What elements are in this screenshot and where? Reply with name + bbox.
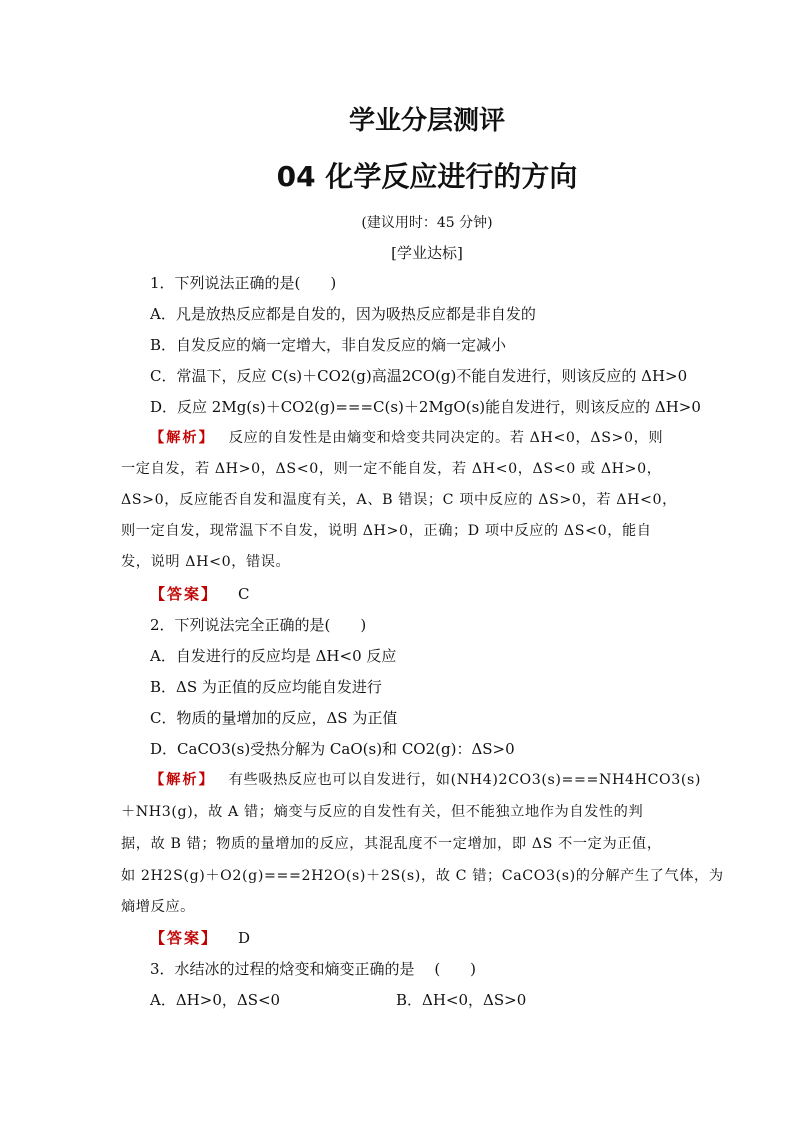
question-1-analysis-line: 【解析】 反应的自发性是由熵变和焓变共同决定的。若 ΔH<0，ΔS>0，则 [150, 430, 664, 446]
question-3-option-b: B．ΔH<0，ΔS>0 [396, 991, 527, 1009]
question-2-analysis-line: ＋NH3(g)，故 A 错；熵变与反应的自发性有关，但不能独立地作为自发性的判 [121, 804, 644, 820]
section-heading: [学业达标] [391, 244, 463, 262]
question-1-answer: 【答案】 C [150, 585, 250, 603]
question-2-analysis-line: 【解析】 有些吸热反应也可以自发进行，如(NH4)2CO3(s)===NH4HCO3(s) [150, 772, 702, 788]
page-subtitle: 04 化学反应进行的方向 [276, 160, 578, 193]
answer-label: 【答案】 [150, 585, 219, 603]
question-1-analysis-line: 一定自发，若 ΔH>0，ΔS<0，则一定不能自发，若 ΔH<0，ΔS<0 或 ΔH>0， [121, 461, 662, 477]
page-title: 学业分层测评 [348, 106, 505, 136]
question-2-analysis-line: 如 2H2S(g)＋O2(g)===2H2O(s)＋2S(s)，故 C 错；CaCO3(s)的分解产生了气体，为 [121, 868, 724, 884]
question-1-stem: 1．下列说法正确的是( ) [150, 274, 337, 292]
question-2-stem: 2．下列说法完全正确的是( ) [150, 616, 367, 634]
question-2-option-c: C．物质的量增加的反应，ΔS 为正值 [150, 709, 398, 727]
question-2-analysis-line: 据，故 B 错；物质的量增加的反应，其混乱度不一定增加，即 ΔS 不一定为正值， [121, 836, 662, 852]
question-1-option-d: D．反应 2Mg(s)＋CO2(g)===C(s)＋2MgO(s)能自发进行，则该反应的 ΔH>0 [150, 398, 701, 416]
time-note: (建议用时：45 分钟) [361, 215, 493, 231]
question-2-option-b: B．ΔS 为正值的反应均能自发进行 [150, 678, 382, 696]
question-3-option-a: A．ΔH>0，ΔS<0 [150, 991, 281, 1009]
analysis-label: 【解析】 [150, 772, 215, 788]
question-2-analysis-line: 熵增反应。 [121, 899, 195, 915]
question-1-option-a: A．凡是放热反应都是自发的，因为吸热反应都是非自发的 [150, 305, 536, 323]
question-1-analysis-line: ΔS>0，反应能否自发和温度有关，A、B 错误；C 项中反应的 ΔS>0，若 ΔH<0， [121, 492, 677, 508]
question-1-option-c: C．常温下，反应 C(s)＋CO2(g)高温2CO(g)不能自发进行，则该反应的 ΔH>0 [150, 367, 688, 385]
question-1-option-b: B．自发反应的熵一定增大，非自发反应的熵一定减小 [150, 336, 507, 354]
question-2-answer: 【答案】 D [150, 929, 251, 947]
question-2-option-a: A．自发进行的反应均是 ΔH<0 反应 [150, 647, 397, 665]
question-1-analysis-line: 则一定自发，现常温下不自发，说明 ΔH>0，正确；D 项中反应的 ΔS<0，能自 [121, 523, 652, 539]
answer-label: 【答案】 [150, 929, 219, 947]
question-3-stem: 3．水结冰的过程的焓变和熵变正确的是 ( ) [150, 960, 477, 978]
analysis-label: 【解析】 [150, 430, 215, 446]
question-1-analysis-line: 发，说明 ΔH<0，错误。 [121, 554, 291, 570]
question-2-option-d: D．CaCO3(s)受热分解为 CaO(s)和 CO2(g)：ΔS>0 [150, 740, 515, 758]
